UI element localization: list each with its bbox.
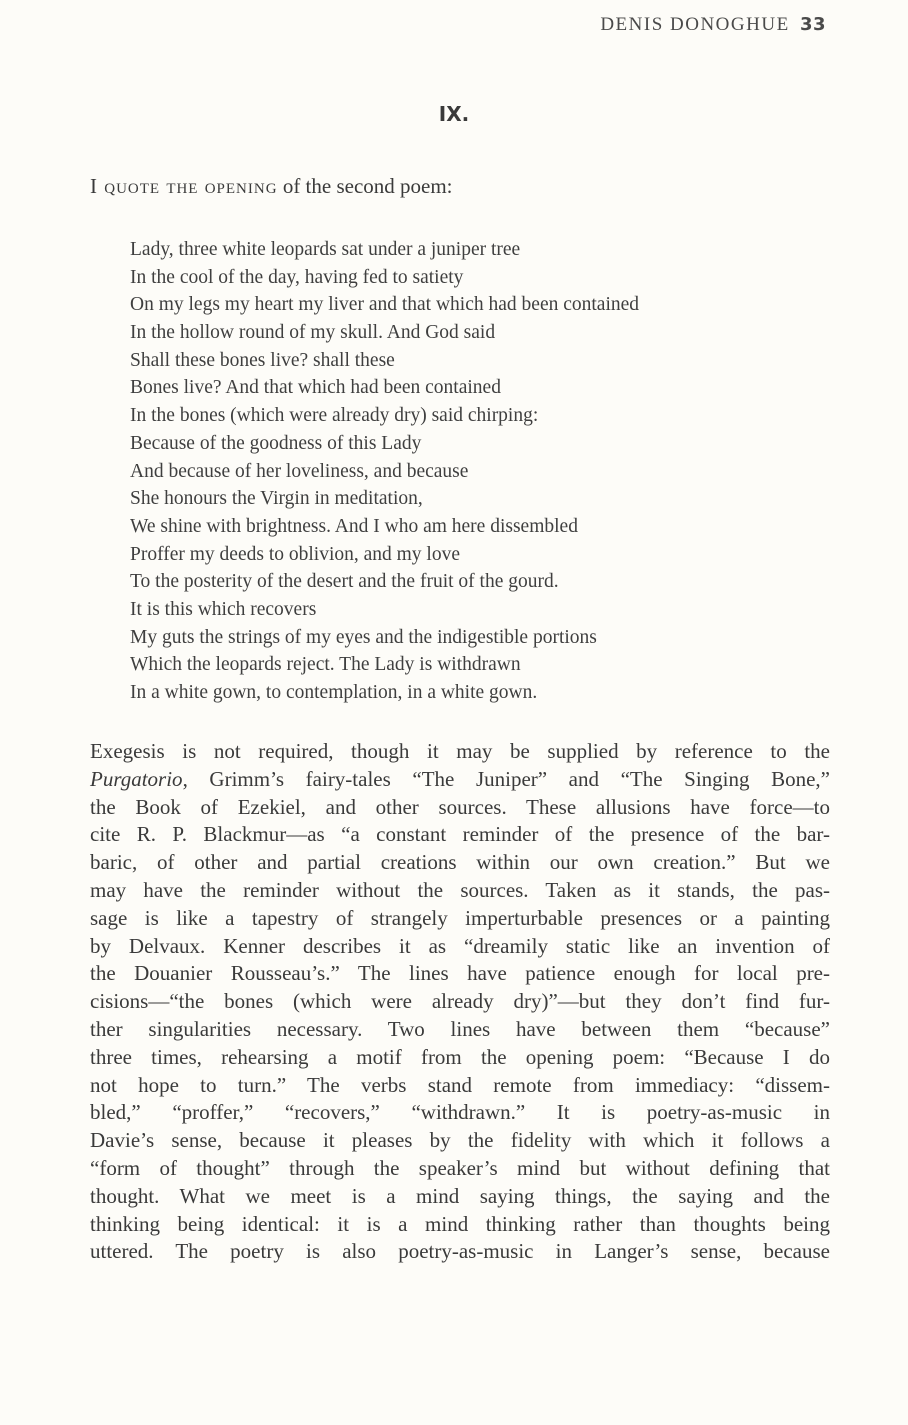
paragraph-line: bled,” “proffer,” “recovers,” “withdrawn.” It is poetry-as-music in xyxy=(90,1100,830,1125)
paragraph-line: sage is like a tapestry of strangely imperturbable presences or a painting xyxy=(90,905,830,930)
section-heading: IX. xyxy=(438,102,470,126)
poem-line: And because of her loveliness, and because xyxy=(130,460,469,482)
poem-line: In the hollow round of my skull. And God said xyxy=(130,322,496,344)
intro-sentence xyxy=(90,172,453,200)
page-number: 33 xyxy=(799,14,826,35)
intro-smallcaps: I quote the opening xyxy=(90,174,278,198)
paragraph-line: ther singularities necessary. Two lines have between them “because” xyxy=(90,1016,830,1041)
poem-line: Which the leopards reject. The Lady is withdrawn xyxy=(130,654,521,676)
paragraph-line: Davie’s sense, because it pleases by the fidelity with which it follows a xyxy=(90,1128,830,1153)
paragraph-line: not hope to turn.” The verbs stand remote from immediacy: “dissem- xyxy=(90,1072,830,1097)
paragraph-line xyxy=(90,766,830,794)
poem-line: Proffer my deeds to oblivion, and my love xyxy=(130,543,461,565)
poem-line: Lady, three white leopards sat under a juniper tree xyxy=(130,239,521,260)
poem-line: She honours the Virgin in meditation, xyxy=(130,488,423,510)
paragraph-line: baric, of other and partial creations within our own creation.” But we xyxy=(90,850,830,875)
poem-line: Bones live? And that which had been contained xyxy=(130,377,501,399)
poem-quotation xyxy=(130,236,830,707)
paragraph-line: uttered. The poetry is also poetry-as-music in Langer’s sense, because xyxy=(90,1239,830,1264)
poem-line: On my legs my heart my liver and that which had been contained xyxy=(130,294,640,316)
paragraph-line: the Douanier Rousseau’s.” The lines have patience enough for local pre- xyxy=(90,961,830,986)
body-paragraph xyxy=(90,738,830,1266)
running-head-author: DENIS DONOGHUE xyxy=(600,14,790,35)
poem-line: We shine with brightness. And I who am here dissembled xyxy=(130,515,578,537)
paragraph-line: three times, rehearsing a motif from the opening poem: “Because I do xyxy=(90,1044,830,1069)
paragraph-line: cisions—“the bones (which were already dry)”—but they don’t find fur- xyxy=(90,989,830,1014)
poem-line: In the bones (which were already dry) said chirping: xyxy=(130,405,539,427)
paragraph-line: may have the reminder without the sources. Taken as it stands, the pas- xyxy=(90,877,830,902)
poem-line: In a white gown, to contemplation, in a white gown. xyxy=(130,682,538,703)
poem-line: It is this which recovers xyxy=(130,598,317,620)
poem-line: In the cool of the day, having fed to satiety xyxy=(130,266,464,288)
paragraph-line: thinking being identical: it is a mind thinking rather than thoughts being xyxy=(90,1211,830,1236)
poem-line: Because of the goodness of this Lady xyxy=(130,432,422,454)
running-head xyxy=(600,14,826,36)
poem-line: My guts the strings of my eyes and the indigestible portions xyxy=(130,626,597,648)
paragraph-line: Exegesis is not required, though it may be supplied by reference to the xyxy=(90,739,830,763)
italic-title-purgatorio: Purgatorio xyxy=(90,766,183,791)
paragraph-line: the Book of Ezekiel, and other sources. These allusions have force—to xyxy=(90,794,830,819)
poem-line: Shall these bones live? shall these xyxy=(130,349,395,371)
paragraph-line-text: , Grimm’s fairy-tales “The Juniper” and “The Singing Bone,” xyxy=(182,766,830,791)
paragraph-line: “form of thought” through the speaker’s mind but without defining that xyxy=(90,1155,830,1180)
intro-rest: of the second poem: xyxy=(277,174,453,198)
poem-line: To the posterity of the desert and the fruit of the gourd. xyxy=(130,571,559,593)
paragraph-line: thought. What we meet is a mind saying things, the saying and the xyxy=(90,1183,830,1208)
paragraph-line: cite R. P. Blackmur—as “a constant reminder of the presence of the bar- xyxy=(90,822,830,847)
paragraph-line: by Delvaux. Kenner describes it as “dreamily static like an invention of xyxy=(90,933,830,958)
